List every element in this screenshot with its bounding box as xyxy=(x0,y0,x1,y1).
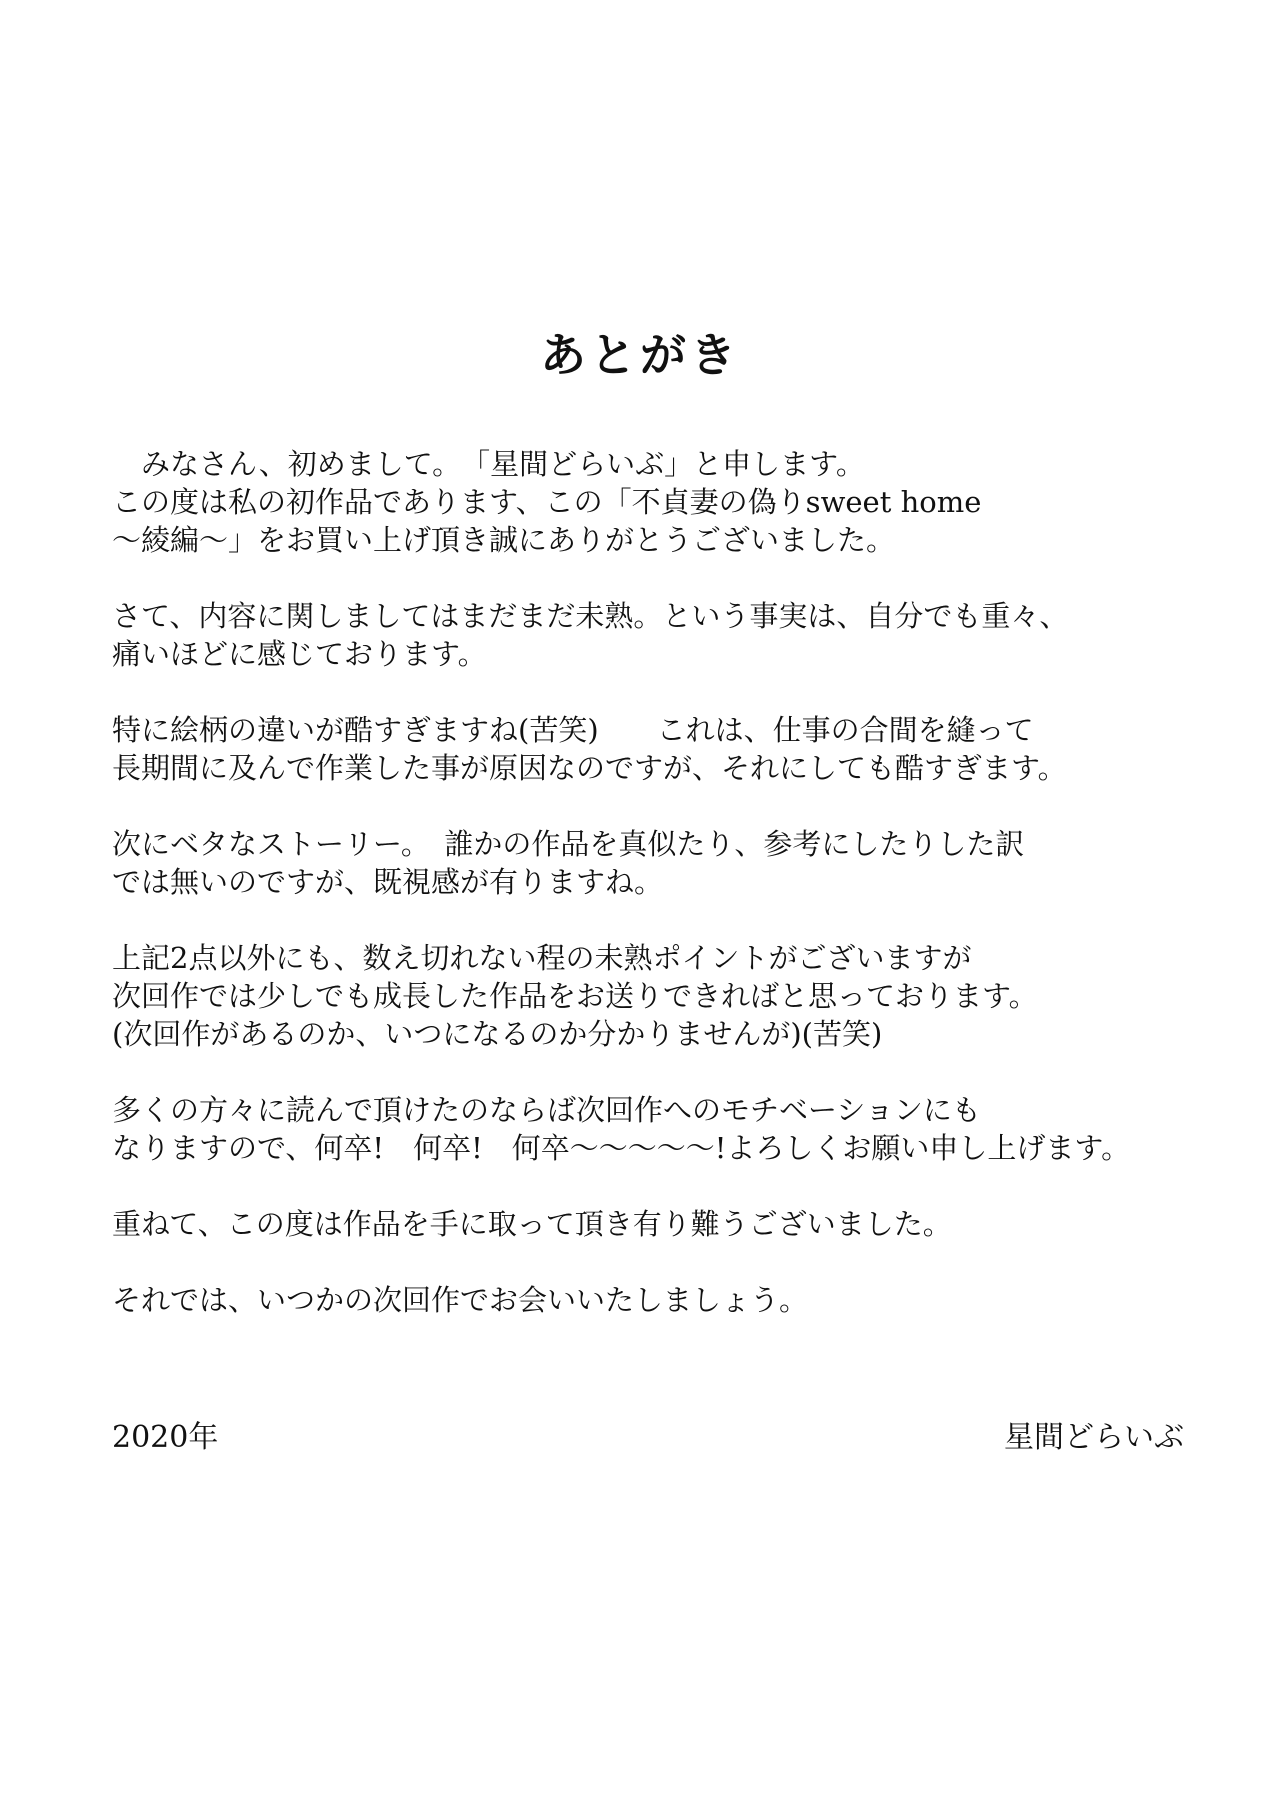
body-line: 痛いほどに感じております。 xyxy=(112,637,487,671)
body-line: みなさん、初めまして。 「星間どらいぶ」と申します。 xyxy=(112,447,865,481)
body-line: この度は私の初作品であります、この「不貞妻の偽りsweet home xyxy=(112,485,982,519)
body-line: 上記2点以外にも、数え切れない程の未熟ポイントがございますが xyxy=(112,941,972,975)
paragraph-immaturity xyxy=(112,597,1224,673)
footer xyxy=(112,1412,1184,1456)
body-line: では無いのですが、既視感が有りますね。 xyxy=(112,865,664,899)
body-line: 次にベタなストーリー。 誰かの作品を真似たり、参考にしたりした訳 xyxy=(112,827,1025,861)
body-line: (次回作があるのか、いつになるのか分かりませんが)(苦笑) xyxy=(112,1017,883,1051)
body-line: 重ねて、この度は作品を手に取って頂き有り難うございました。 xyxy=(112,1207,952,1241)
paragraph-next-work xyxy=(112,939,1224,1053)
body-line: 特に絵柄の違いが酷すぎますね(苦笑) これは、仕事の合間を縫って xyxy=(112,713,1034,747)
paragraph-thanks xyxy=(112,1205,1224,1243)
paragraph-story xyxy=(112,825,1224,901)
paragraph-art-style xyxy=(112,711,1224,787)
footer-year: 2020年 xyxy=(112,1420,219,1455)
paragraph-farewell xyxy=(112,1281,1224,1319)
paragraph-greeting xyxy=(112,445,1224,559)
body-line: さて、内容に関しましてはまだまだ未熟。という事実は、自分でも重々、 xyxy=(112,599,1069,633)
afterword-body xyxy=(112,445,1224,1357)
body-line: 多くの方々に読んで頂けたのならば次回作へのモチベーションにも xyxy=(112,1093,981,1127)
footer-author: 星間どらいぶ xyxy=(1004,1420,1184,1455)
body-line: ～綾編～」をお買い上げ頂き誠にありがとうございました。 xyxy=(112,523,896,557)
body-line: それでは、いつかの次回作でお会いいたしましょう。 xyxy=(112,1283,809,1317)
page-title: あとがき xyxy=(540,327,740,382)
body-line: 次回作では少しでも成長した作品をお送りできればと思っております。 xyxy=(112,979,1038,1013)
body-line: なりますので、何卒! 何卒! 何卒～～～～～!よろしくお願い申し上げます。 xyxy=(112,1131,1131,1165)
paragraph-motivation xyxy=(112,1091,1224,1167)
body-line: 長期間に及んで作業した事が原因なのですが、それにしても酷すぎます。 xyxy=(112,751,1067,785)
